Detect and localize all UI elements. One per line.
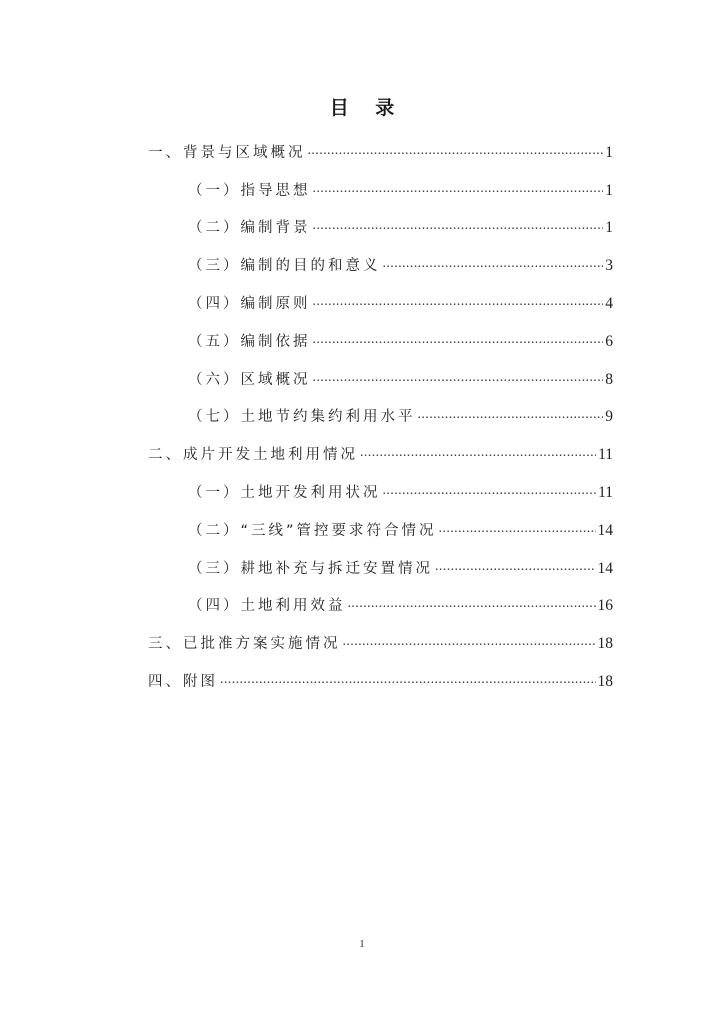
toc-entry-page: 4 — [605, 295, 613, 313]
toc-entry-label: （七）土地节约集约利用水平 — [188, 409, 416, 426]
toc-entry-page: 8 — [605, 370, 613, 388]
toc-title: 目 录 — [329, 97, 405, 119]
toc-entry-page: 9 — [605, 408, 613, 426]
dot-leader — [348, 596, 596, 616]
toc-entry-page: 11 — [598, 446, 613, 464]
toc-entry[interactable] — [148, 588, 613, 626]
dot-leader — [383, 483, 597, 503]
dot-leader — [435, 559, 596, 579]
table-of-contents — [148, 134, 613, 701]
toc-entry[interactable] — [148, 210, 613, 248]
toc-entry-label: （四）编制原则 — [188, 296, 311, 313]
dot-leader — [418, 407, 604, 427]
toc-entry-label: 四、附图 — [148, 674, 218, 691]
toc-entry[interactable] — [148, 323, 613, 361]
toc-entry-page: 11 — [598, 484, 613, 502]
toc-entry-label: （二）“三线”管控要求符合情况 — [188, 522, 437, 539]
toc-entry-label: （四）土地利用效益 — [188, 598, 346, 615]
toc-entry[interactable] — [148, 474, 613, 512]
dot-leader — [313, 332, 604, 352]
toc-entry[interactable] — [148, 172, 613, 210]
toc-entry-label: 一、背景与区域概况 — [148, 144, 306, 161]
toc-entry-page: 1 — [605, 219, 613, 237]
toc-entry[interactable] — [148, 436, 613, 474]
toc-entry[interactable] — [148, 285, 613, 323]
toc-entry-label: （三）耕地补充与拆迁安置情况 — [188, 560, 433, 577]
toc-entry-page: 18 — [597, 635, 613, 653]
toc-entry[interactable] — [148, 399, 613, 437]
toc-entry-page: 14 — [597, 559, 613, 577]
dot-leader — [439, 521, 596, 541]
toc-entry-label: （二）编制背景 — [188, 220, 311, 237]
dot-leader — [313, 370, 604, 390]
toc-entry[interactable] — [148, 361, 613, 399]
toc-entry[interactable] — [148, 134, 613, 172]
dot-leader — [383, 256, 604, 276]
toc-entry-label: （六）区域概况 — [188, 371, 311, 388]
toc-entry[interactable] — [148, 663, 613, 701]
toc-entry-label: （一）指导思想 — [188, 182, 311, 199]
toc-entry-label: 三、已批准方案实施情况 — [148, 636, 341, 653]
toc-entry[interactable] — [148, 550, 613, 588]
toc-entry-page: 14 — [597, 521, 613, 539]
toc-entry-page: 6 — [605, 332, 613, 350]
dot-leader — [360, 445, 596, 465]
toc-entry-label: （三）编制的目的和意义 — [188, 258, 381, 275]
toc-entry[interactable] — [148, 512, 613, 550]
dot-leader — [308, 143, 604, 163]
dot-leader — [313, 294, 604, 314]
toc-entry[interactable] — [148, 247, 613, 285]
dot-leader — [313, 181, 604, 201]
dot-leader — [313, 218, 604, 238]
toc-entry-page: 1 — [605, 143, 613, 161]
toc-entry-label: 二、成片开发土地利用情况 — [148, 447, 358, 464]
dot-leader — [343, 634, 596, 654]
footer-page-number: 1 — [359, 938, 365, 950]
toc-entry-page: 18 — [597, 673, 613, 691]
toc-entry-label: （五）编制依据 — [188, 333, 311, 350]
dot-leader — [220, 672, 596, 692]
toc-entry[interactable] — [148, 625, 613, 663]
toc-entry-label: （一）土地开发利用状况 — [188, 485, 381, 502]
toc-entry-page: 3 — [605, 257, 613, 275]
toc-entry-page: 16 — [597, 597, 613, 615]
toc-entry-page: 1 — [605, 181, 613, 199]
